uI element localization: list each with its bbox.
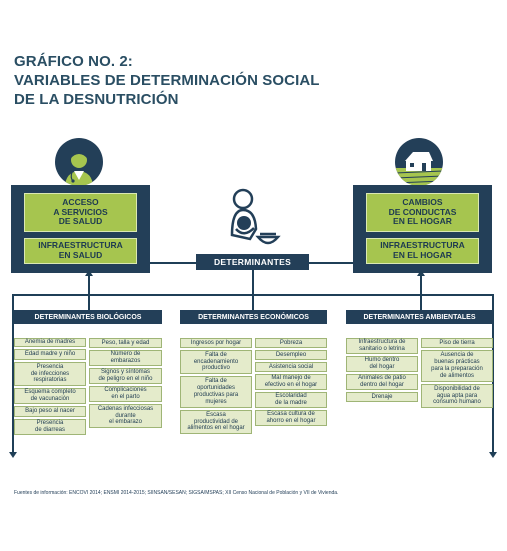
connector-left xyxy=(150,262,196,264)
connector-center-drop xyxy=(252,270,254,295)
header-biologicos: DETERMINANTES BIOLÓGICOS xyxy=(14,310,162,324)
factor-cell: Presencia de diarreas xyxy=(14,419,86,435)
chart-title-line-2: VARIABLES DE DETERMINACIÓN SOCIAL xyxy=(14,72,320,89)
factor-cell: Cadenas infecciosas durante el embarazo xyxy=(89,404,162,428)
sources-footnote: Fuentes de información: ENCOVI 2014; ENSMI 2014-2015; SIINSAN/SESAN; SIGSA/MSPAS; XII Censo Nacional de Población y VII de Vivienda. xyxy=(14,490,339,496)
factor-cell: Escasa productividad de alimentos en el hogar xyxy=(180,410,252,434)
health-access-box: ACCESO A SERVICIOS DE SALUD xyxy=(24,193,137,232)
mother-child-icon xyxy=(222,183,282,253)
factor-cell: Falta de encadenamiento productivo xyxy=(180,350,252,374)
factor-cell: Esquema completo de vacunación xyxy=(14,388,86,404)
doctor-icon xyxy=(55,138,103,186)
household-infrastructure-box: INFRAESTRUCTURA EN EL HOGAR xyxy=(366,238,479,264)
factor-cell: Drenaje xyxy=(346,392,418,402)
factor-cell: Infraestructura de sanitario o letrina xyxy=(346,338,418,354)
connector-right xyxy=(309,262,353,264)
connector-amb xyxy=(420,296,422,310)
connector-eco xyxy=(252,296,254,310)
factor-cell: Falta de oportunidades productivas para mujeres xyxy=(180,376,252,408)
connector-bio xyxy=(88,296,90,310)
determinants-label: DETERMINANTES xyxy=(196,254,309,270)
factor-cell: Pobreza xyxy=(255,338,327,348)
factor-cell: Presencia de infecciones respiratorias xyxy=(14,362,86,386)
household-panel xyxy=(353,185,492,273)
chart-title-line-3: DE LA DESNUTRICIÓN xyxy=(14,91,179,108)
chart-title-line-1: GRÁFICO NO. 2: xyxy=(14,53,133,70)
factor-cell: Escolaridad de la madre xyxy=(255,392,327,408)
header-ambientales: DETERMINANTES AMBIENTALES xyxy=(346,310,493,324)
connector-right-drop xyxy=(420,273,422,295)
factor-cell: Signos y síntomas de peligro en el niño xyxy=(89,368,162,384)
left-up-arrowhead xyxy=(85,270,93,276)
factor-cell: Ausencia de buenas prácticas para la preparación de alimentos xyxy=(421,350,493,382)
factor-cell: Peso, talla y edad xyxy=(89,338,162,348)
factor-cell: Bajo peso al nacer xyxy=(14,406,86,417)
factor-cell: Piso de tierra xyxy=(421,338,493,348)
farmhouse-icon xyxy=(395,138,443,186)
factor-cell: Mal manejo de efectivo en el hogar xyxy=(255,374,327,390)
left-arrowhead xyxy=(9,452,17,458)
health-services-panel xyxy=(11,185,150,273)
factor-cell: Desempleo xyxy=(255,350,327,360)
factor-cell: Número de embarazos xyxy=(89,350,162,366)
factor-cell: Animales de patio dentro del hogar xyxy=(346,374,418,390)
factor-cell: Anemia de madres xyxy=(14,338,86,347)
factor-cell: Asistencia social xyxy=(255,362,327,372)
factor-cell: Ingresos por hogar xyxy=(180,338,252,348)
factor-cell: Edad madre y niño xyxy=(14,349,86,360)
header-economicos: DETERMINANTES ECONÓMICOS xyxy=(180,310,327,324)
right-arrowhead xyxy=(489,452,497,458)
health-infrastructure-box: INFRAESTRUCTURA EN SALUD xyxy=(24,238,137,264)
factor-cell: Complicaciones en el parto xyxy=(89,386,162,402)
factor-cell: Humo dentro del hogar xyxy=(346,356,418,372)
connector-left-drop xyxy=(88,273,90,295)
factor-cell: Disponibilidad de agua apta para consumo humano xyxy=(421,384,493,408)
household-behavior-box: CAMBIOS DE CONDUCTAS EN EL HOGAR xyxy=(366,193,479,232)
factor-cell: Escasa cultura de ahorro en el hogar xyxy=(255,410,327,426)
right-up-arrowhead xyxy=(417,270,425,276)
